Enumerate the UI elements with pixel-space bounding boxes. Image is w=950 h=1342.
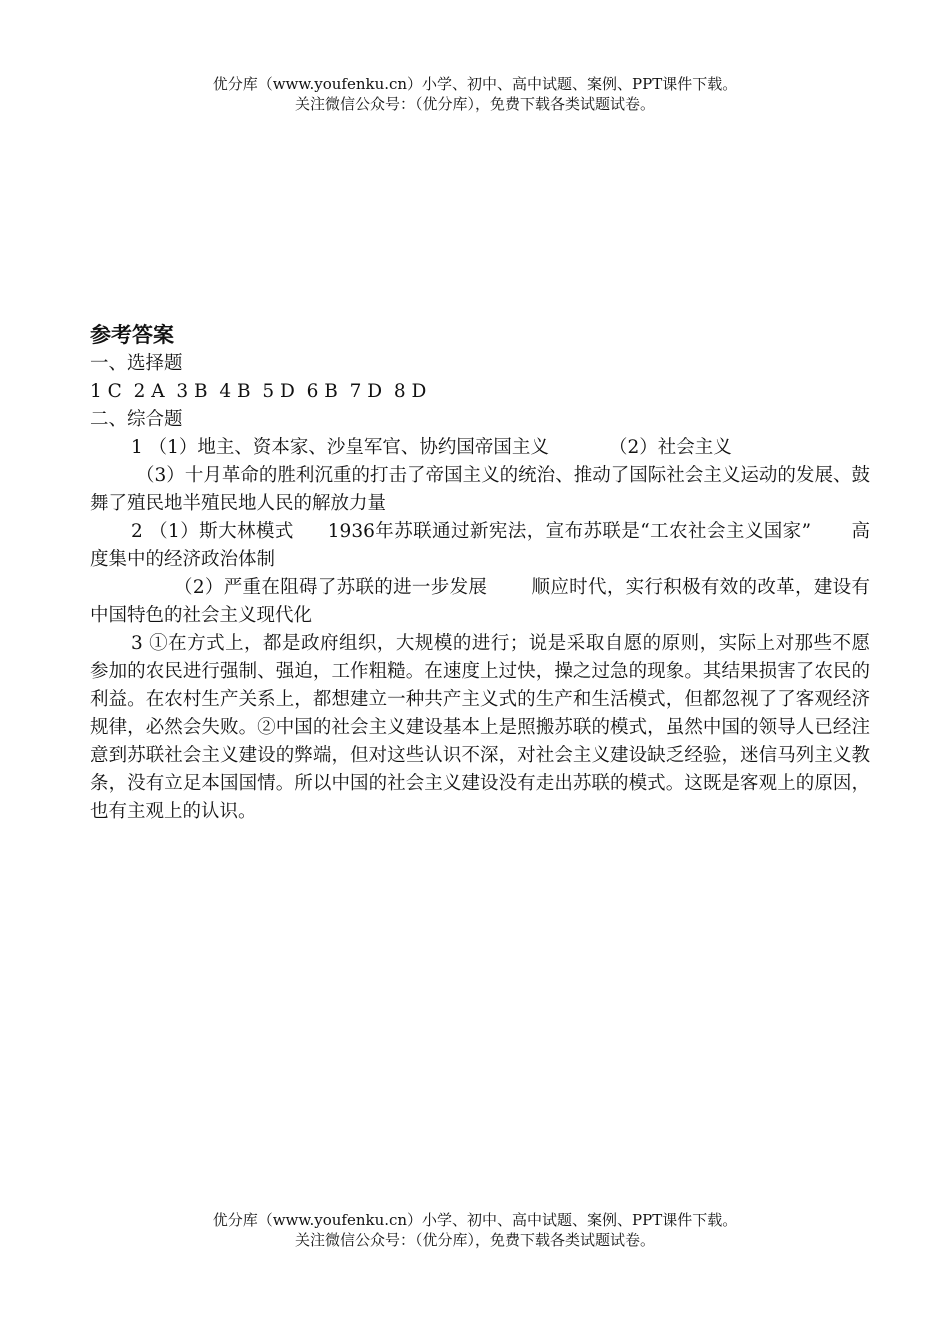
q2-part1-c: 高度集中的经济政治体制 [90, 521, 870, 570]
header-line-2: 关注微信公众号：（优分库），免费下载各类试题试卷。 [294, 95, 655, 113]
q1-line [90, 434, 870, 462]
answer-title: 参考答案 [90, 323, 174, 347]
q2-part2-b: 顺应时代，实行积极有效的改革，建设有中国特色的社会主义现代化 [90, 577, 870, 626]
answer-section [90, 320, 870, 826]
choice-answers: 1 C 2 A 3 B 4 B 5 D 6 B 7 D 8 D [90, 381, 427, 402]
section-1-heading: 一、选择题 [90, 353, 183, 374]
header-line-1: 优分库（www.youfenku.cn）小学、初中、高中试题、案例、PPT课件下载。 [212, 75, 738, 93]
q2-part1-a: 2 （1）斯大林模式 [131, 521, 294, 542]
q1-part3: （3）十月革命的胜利沉重的打击了帝国主义的统治、推动了国际社会主义运动的发展、鼓舞了殖民地半殖民地人民的解放力量 [90, 465, 870, 514]
q2-part2-a: （2）严重在阻碍了苏联的进一步发展 [174, 577, 488, 598]
q1-part2: （2）社会主义 [608, 437, 732, 458]
footer-line-1: 优分库（www.youfenku.cn）小学、初中、高中试题、案例、PPT课件下载。 [212, 1211, 738, 1229]
section-2-heading: 二、综合题 [90, 409, 183, 430]
q2-part2 [90, 574, 870, 630]
footer-line-2: 关注微信公众号：（优分库），免费下载各类试题试卷。 [294, 1231, 655, 1249]
q2-part1 [90, 518, 870, 574]
page-header [0, 74, 950, 114]
page-footer [0, 1210, 950, 1250]
q3-answer: 3 ①在方式上，都是政府组织，大规模的进行；说是采取自愿的原则，实际上对那些不愿参加的农民进行强制、强迫，工作粗糙。在速度上过快，操之过急的现象。其结果损害了农民的利益。在农村生产关系上，都想建立一种共产主义式的生产和生活模式，但都忽视了了客观经济规律，必然会失败。②中国的社会主义建设基本上是照搬苏联的模式，虽然中国的领导人已经注意到苏联社会主义建设的弊端，但对这些认识不深，对社会主义建设缺乏经验，迷信马列主义教条，没有立足本国国情。所以中国的社会主义建设没有走出苏联的模式。这既是客观上的原因，也有主观上的认识。 [90, 633, 870, 822]
q2-part1-b: 1936年苏联通过新宪法，宣布苏联是“工农社会主义国家” [327, 521, 812, 542]
q1-part1: 1 （1）地主、资本家、沙皇军官、协约国帝国主义 [131, 437, 549, 458]
